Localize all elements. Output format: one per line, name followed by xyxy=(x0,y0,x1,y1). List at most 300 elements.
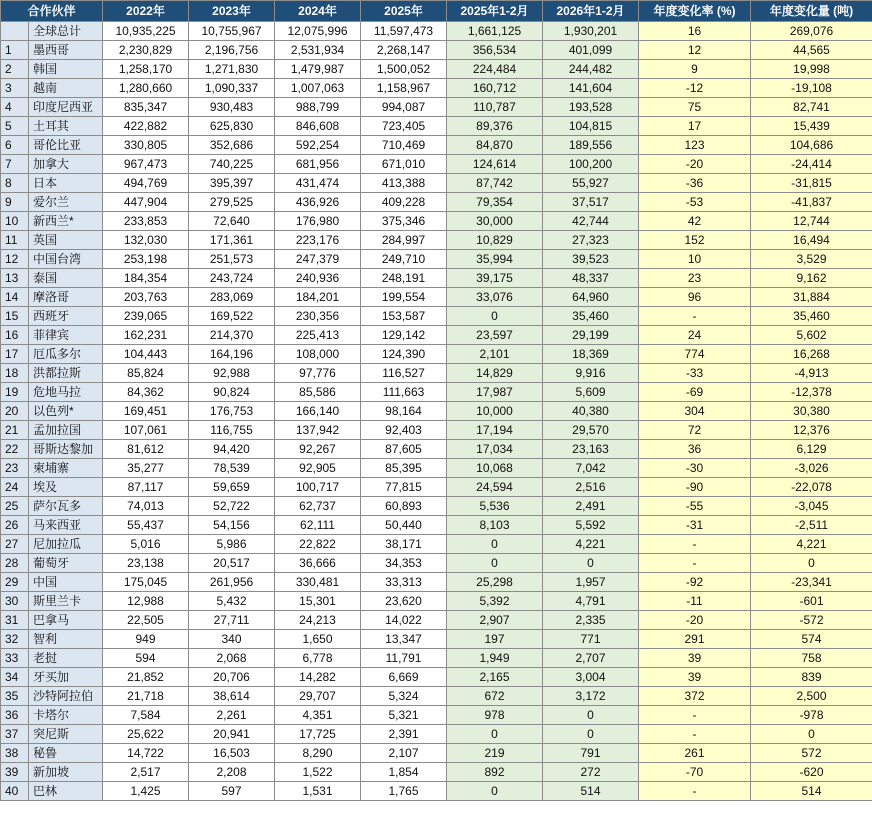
value-2023-cell: 214,370 xyxy=(189,326,275,345)
header-2025: 2025年 xyxy=(361,1,447,22)
value-2022-cell: 835,347 xyxy=(103,98,189,117)
value-2022-cell: 422,882 xyxy=(103,117,189,136)
value-2022-cell: 85,824 xyxy=(103,364,189,383)
change-pct-cell: -53 xyxy=(639,193,751,212)
rank-cell: 7 xyxy=(1,155,29,174)
change-tons-cell: 12,744 xyxy=(751,212,872,231)
value-2026-jan-feb-cell: 244,482 xyxy=(543,60,639,79)
value-2024-cell: 62,111 xyxy=(275,516,361,535)
value-2024-cell: 1,650 xyxy=(275,630,361,649)
value-2022-cell: 233,853 xyxy=(103,212,189,231)
value-2025-jan-feb-cell: 892 xyxy=(447,763,543,782)
change-tons-cell: -12,378 xyxy=(751,383,872,402)
change-tons-cell: -31,815 xyxy=(751,174,872,193)
value-2023-cell: 625,830 xyxy=(189,117,275,136)
header-2025-jan-feb: 2025年1-2月 xyxy=(447,1,543,22)
change-tons-cell: 104,686 xyxy=(751,136,872,155)
rank-cell: 38 xyxy=(1,744,29,763)
value-2023-cell: 164,196 xyxy=(189,345,275,364)
change-pct-cell: -90 xyxy=(639,478,751,497)
change-pct-cell: -12 xyxy=(639,79,751,98)
value-2022-cell: 1,425 xyxy=(103,782,189,801)
value-2024-cell: 100,717 xyxy=(275,478,361,497)
value-2023-cell: 5,986 xyxy=(189,535,275,554)
header-annual-change-tons: 年度变化量 (吨) xyxy=(751,1,872,22)
value-2022-cell: 239,065 xyxy=(103,307,189,326)
value-2025-jan-feb-cell: 0 xyxy=(447,554,543,573)
table-row xyxy=(1,155,872,174)
value-2022-cell: 1,258,170 xyxy=(103,60,189,79)
value-2026-jan-feb-cell: 2,335 xyxy=(543,611,639,630)
rank-cell: 5 xyxy=(1,117,29,136)
value-2022-cell: 594 xyxy=(103,649,189,668)
value-2025-jan-feb-cell: 0 xyxy=(447,535,543,554)
rank-cell: 25 xyxy=(1,497,29,516)
value-2024-cell: 1,479,987 xyxy=(275,60,361,79)
value-2023-cell: 2,208 xyxy=(189,763,275,782)
value-2025-jan-feb-cell: 23,597 xyxy=(447,326,543,345)
partner-name-cell: 突尼斯 xyxy=(29,725,103,744)
value-2025-jan-feb-cell: 219 xyxy=(447,744,543,763)
table-body xyxy=(1,22,872,801)
rank-cell: 8 xyxy=(1,174,29,193)
value-2022-cell: 5,016 xyxy=(103,535,189,554)
table-row xyxy=(1,231,872,250)
value-2022-cell: 55,437 xyxy=(103,516,189,535)
table-row xyxy=(1,649,872,668)
rank-cell: 40 xyxy=(1,782,29,801)
value-2025-cell: 11,791 xyxy=(361,649,447,668)
rank-cell: 37 xyxy=(1,725,29,744)
change-pct-cell: - xyxy=(639,307,751,326)
value-2023-cell: 930,483 xyxy=(189,98,275,117)
value-2023-cell: 352,686 xyxy=(189,136,275,155)
value-2025-cell: 5,321 xyxy=(361,706,447,725)
value-2025-cell: 1,765 xyxy=(361,782,447,801)
change-pct-cell: -30 xyxy=(639,459,751,478)
value-2026-jan-feb-cell: 0 xyxy=(543,706,639,725)
total-row xyxy=(1,22,872,41)
change-pct-cell: 304 xyxy=(639,402,751,421)
value-2026-jan-feb-cell: 5,609 xyxy=(543,383,639,402)
value-2025-cell: 60,893 xyxy=(361,497,447,516)
value-2024-cell: 225,413 xyxy=(275,326,361,345)
value-2023-cell: 1,271,830 xyxy=(189,60,275,79)
partner-name-cell: 哥斯达黎加 xyxy=(29,440,103,459)
partner-name-cell: 日本 xyxy=(29,174,103,193)
change-pct-cell: 96 xyxy=(639,288,751,307)
value-2024-cell: 846,608 xyxy=(275,117,361,136)
value-2022-cell: 330,805 xyxy=(103,136,189,155)
value-2022-cell: 175,045 xyxy=(103,573,189,592)
value-2022-cell: 12,988 xyxy=(103,592,189,611)
value-2023-cell: 2,261 xyxy=(189,706,275,725)
change-tons-cell: -22,078 xyxy=(751,478,872,497)
value-2024-cell: 137,942 xyxy=(275,421,361,440)
value-2024-cell: 247,379 xyxy=(275,250,361,269)
rank-cell: 21 xyxy=(1,421,29,440)
value-2024-cell: 8,290 xyxy=(275,744,361,763)
change-tons-cell: 839 xyxy=(751,668,872,687)
value-2026-jan-feb-cell: 37,517 xyxy=(543,193,639,212)
change-tons-cell: -601 xyxy=(751,592,872,611)
change-pct-cell: -11 xyxy=(639,592,751,611)
rank-cell: 36 xyxy=(1,706,29,725)
value-2023-cell: 2,196,756 xyxy=(189,41,275,60)
value-2024-cell: 230,356 xyxy=(275,307,361,326)
value-2022-cell: 87,117 xyxy=(103,478,189,497)
partner-name-cell: 中国台湾 xyxy=(29,250,103,269)
value-2023-cell: 20,517 xyxy=(189,554,275,573)
change-tons-cell: 574 xyxy=(751,630,872,649)
partner-name-cell: 爱尔兰 xyxy=(29,193,103,212)
rank-cell: 13 xyxy=(1,269,29,288)
change-pct-cell: 291 xyxy=(639,630,751,649)
value-2026-jan-feb-cell: 141,604 xyxy=(543,79,639,98)
value-2022-cell: 253,198 xyxy=(103,250,189,269)
table-row xyxy=(1,782,872,801)
value-2022-cell: 132,030 xyxy=(103,231,189,250)
value-2023-cell: 1,090,337 xyxy=(189,79,275,98)
value-2022-cell: 203,763 xyxy=(103,288,189,307)
value-2022-cell: 107,061 xyxy=(103,421,189,440)
change-pct-cell: 36 xyxy=(639,440,751,459)
change-tons-cell: 16,494 xyxy=(751,231,872,250)
value-2022-cell: 2,230,829 xyxy=(103,41,189,60)
value-2025-cell: 6,669 xyxy=(361,668,447,687)
value-2025-cell: 2,107 xyxy=(361,744,447,763)
value-2026-jan-feb-cell: 104,815 xyxy=(543,117,639,136)
rank-cell: 20 xyxy=(1,402,29,421)
value-2025-cell: 413,388 xyxy=(361,174,447,193)
change-tons-cell: 31,884 xyxy=(751,288,872,307)
table-row xyxy=(1,706,872,725)
value-2022-cell: 35,277 xyxy=(103,459,189,478)
value-2023-cell: 20,706 xyxy=(189,668,275,687)
value-2022-cell: 74,013 xyxy=(103,497,189,516)
partner-name-cell: 萨尔瓦多 xyxy=(29,497,103,516)
change-tons-cell: -24,414 xyxy=(751,155,872,174)
header-partner: 合作伙伴 xyxy=(1,1,103,22)
partner-name-cell: 沙特阿拉伯 xyxy=(29,687,103,706)
value-2023-cell: 116,755 xyxy=(189,421,275,440)
partner-name-cell: 以色列* xyxy=(29,402,103,421)
rank-cell: 4 xyxy=(1,98,29,117)
value-2023-cell: 16,503 xyxy=(189,744,275,763)
change-tons-cell: -23,341 xyxy=(751,573,872,592)
rank-cell: 31 xyxy=(1,611,29,630)
value-2023-cell: 54,156 xyxy=(189,516,275,535)
value-2024-cell: 592,254 xyxy=(275,136,361,155)
value-2024-cell: 6,778 xyxy=(275,649,361,668)
rank-cell: 22 xyxy=(1,440,29,459)
value-2025-jan-feb-cell: 160,712 xyxy=(447,79,543,98)
partner-name-cell: 土耳其 xyxy=(29,117,103,136)
value-2022-cell: 10,935,225 xyxy=(103,22,189,41)
value-2025-cell: 1,500,052 xyxy=(361,60,447,79)
value-2025-jan-feb-cell: 978 xyxy=(447,706,543,725)
value-2025-cell: 2,268,147 xyxy=(361,41,447,60)
table-row xyxy=(1,440,872,459)
value-2024-cell: 681,956 xyxy=(275,155,361,174)
value-2025-cell: 994,087 xyxy=(361,98,447,117)
value-2025-jan-feb-cell: 30,000 xyxy=(447,212,543,231)
value-2025-cell: 13,347 xyxy=(361,630,447,649)
value-2023-cell: 395,397 xyxy=(189,174,275,193)
rank-cell: 29 xyxy=(1,573,29,592)
change-tons-cell: 5,602 xyxy=(751,326,872,345)
value-2025-jan-feb-cell: 24,594 xyxy=(447,478,543,497)
value-2025-cell: 116,527 xyxy=(361,364,447,383)
header-annual-change-pct: 年度变化率 (%) xyxy=(639,1,751,22)
change-tons-cell: 0 xyxy=(751,725,872,744)
change-tons-cell: 6,129 xyxy=(751,440,872,459)
value-2023-cell: 176,753 xyxy=(189,402,275,421)
change-pct-cell: 72 xyxy=(639,421,751,440)
change-pct-cell: -31 xyxy=(639,516,751,535)
value-2025-cell: 85,395 xyxy=(361,459,447,478)
value-2025-cell: 249,710 xyxy=(361,250,447,269)
rank-cell: 28 xyxy=(1,554,29,573)
change-pct-cell: 24 xyxy=(639,326,751,345)
table-row xyxy=(1,554,872,573)
change-pct-cell: -55 xyxy=(639,497,751,516)
value-2026-jan-feb-cell: 42,744 xyxy=(543,212,639,231)
rank-cell: 15 xyxy=(1,307,29,326)
partner-name-cell: 摩洛哥 xyxy=(29,288,103,307)
change-tons-cell: 269,076 xyxy=(751,22,872,41)
value-2023-cell: 90,824 xyxy=(189,383,275,402)
table-row xyxy=(1,288,872,307)
partner-name-cell: 柬埔寨 xyxy=(29,459,103,478)
change-pct-cell: -33 xyxy=(639,364,751,383)
change-pct-cell: 152 xyxy=(639,231,751,250)
value-2025-jan-feb-cell: 5,392 xyxy=(447,592,543,611)
value-2024-cell: 176,980 xyxy=(275,212,361,231)
partner-name-cell: 秘鲁 xyxy=(29,744,103,763)
value-2025-cell: 50,440 xyxy=(361,516,447,535)
value-2025-cell: 129,142 xyxy=(361,326,447,345)
header-2022: 2022年 xyxy=(103,1,189,22)
value-2024-cell: 1,531 xyxy=(275,782,361,801)
value-2026-jan-feb-cell: 23,163 xyxy=(543,440,639,459)
value-2022-cell: 25,622 xyxy=(103,725,189,744)
value-2025-cell: 111,663 xyxy=(361,383,447,402)
value-2026-jan-feb-cell: 401,099 xyxy=(543,41,639,60)
value-2026-jan-feb-cell: 39,523 xyxy=(543,250,639,269)
value-2022-cell: 162,231 xyxy=(103,326,189,345)
table-row xyxy=(1,573,872,592)
value-2025-cell: 1,854 xyxy=(361,763,447,782)
rank-cell: 39 xyxy=(1,763,29,782)
value-2024-cell: 431,474 xyxy=(275,174,361,193)
value-2026-jan-feb-cell: 0 xyxy=(543,725,639,744)
value-2025-cell: 199,554 xyxy=(361,288,447,307)
partner-name-cell: 菲律宾 xyxy=(29,326,103,345)
value-2025-cell: 23,620 xyxy=(361,592,447,611)
value-2025-jan-feb-cell: 110,787 xyxy=(447,98,543,117)
table-row xyxy=(1,174,872,193)
partner-name-cell: 牙买加 xyxy=(29,668,103,687)
change-tons-cell: -620 xyxy=(751,763,872,782)
change-tons-cell: 35,460 xyxy=(751,307,872,326)
value-2026-jan-feb-cell: 1,930,201 xyxy=(543,22,639,41)
value-2023-cell: 72,640 xyxy=(189,212,275,231)
header-2024: 2024年 xyxy=(275,1,361,22)
change-tons-cell: -572 xyxy=(751,611,872,630)
rank-cell: 34 xyxy=(1,668,29,687)
change-pct-cell: - xyxy=(639,706,751,725)
partner-name-cell: 泰国 xyxy=(29,269,103,288)
value-2024-cell: 15,301 xyxy=(275,592,361,611)
value-2026-jan-feb-cell: 29,199 xyxy=(543,326,639,345)
value-2025-cell: 1,158,967 xyxy=(361,79,447,98)
rank-cell xyxy=(1,22,29,41)
value-2024-cell: 85,586 xyxy=(275,383,361,402)
value-2022-cell: 494,769 xyxy=(103,174,189,193)
partner-name-cell: 孟加拉国 xyxy=(29,421,103,440)
rank-cell: 1 xyxy=(1,41,29,60)
change-pct-cell: 39 xyxy=(639,649,751,668)
change-pct-cell: 23 xyxy=(639,269,751,288)
table-row xyxy=(1,402,872,421)
value-2023-cell: 92,988 xyxy=(189,364,275,383)
rank-cell: 23 xyxy=(1,459,29,478)
value-2025-jan-feb-cell: 2,165 xyxy=(447,668,543,687)
value-2022-cell: 81,612 xyxy=(103,440,189,459)
value-2024-cell: 436,926 xyxy=(275,193,361,212)
partner-name-cell: 韩国 xyxy=(29,60,103,79)
rank-cell: 11 xyxy=(1,231,29,250)
value-2025-jan-feb-cell: 2,101 xyxy=(447,345,543,364)
change-tons-cell: 3,529 xyxy=(751,250,872,269)
value-2026-jan-feb-cell: 27,323 xyxy=(543,231,639,250)
value-2026-jan-feb-cell: 4,791 xyxy=(543,592,639,611)
value-2025-cell: 77,815 xyxy=(361,478,447,497)
value-2023-cell: 78,539 xyxy=(189,459,275,478)
table-row xyxy=(1,307,872,326)
value-2022-cell: 949 xyxy=(103,630,189,649)
change-pct-cell: -20 xyxy=(639,611,751,630)
value-2022-cell: 104,443 xyxy=(103,345,189,364)
value-2022-cell: 21,852 xyxy=(103,668,189,687)
value-2025-jan-feb-cell: 84,870 xyxy=(447,136,543,155)
table-row xyxy=(1,345,872,364)
change-tons-cell: 44,565 xyxy=(751,41,872,60)
value-2024-cell: 1,522 xyxy=(275,763,361,782)
value-2024-cell: 184,201 xyxy=(275,288,361,307)
value-2023-cell: 94,420 xyxy=(189,440,275,459)
value-2025-jan-feb-cell: 35,994 xyxy=(447,250,543,269)
value-2025-jan-feb-cell: 124,614 xyxy=(447,155,543,174)
value-2023-cell: 27,711 xyxy=(189,611,275,630)
value-2026-jan-feb-cell: 35,460 xyxy=(543,307,639,326)
table-row xyxy=(1,364,872,383)
value-2022-cell: 22,505 xyxy=(103,611,189,630)
value-2025-cell: 87,605 xyxy=(361,440,447,459)
value-2025-cell: 248,191 xyxy=(361,269,447,288)
rank-cell: 19 xyxy=(1,383,29,402)
value-2023-cell: 340 xyxy=(189,630,275,649)
rank-cell: 10 xyxy=(1,212,29,231)
value-2022-cell: 2,517 xyxy=(103,763,189,782)
value-2025-jan-feb-cell: 17,194 xyxy=(447,421,543,440)
partner-name-cell: 洪都拉斯 xyxy=(29,364,103,383)
value-2025-jan-feb-cell: 87,742 xyxy=(447,174,543,193)
partner-name-cell: 新加坡 xyxy=(29,763,103,782)
table-row xyxy=(1,79,872,98)
value-2026-jan-feb-cell: 193,528 xyxy=(543,98,639,117)
change-pct-cell: 17 xyxy=(639,117,751,136)
value-2023-cell: 261,956 xyxy=(189,573,275,592)
value-2026-jan-feb-cell: 48,337 xyxy=(543,269,639,288)
value-2025-jan-feb-cell: 14,829 xyxy=(447,364,543,383)
table-row xyxy=(1,668,872,687)
value-2024-cell: 14,282 xyxy=(275,668,361,687)
value-2025-jan-feb-cell: 10,829 xyxy=(447,231,543,250)
value-2025-cell: 284,997 xyxy=(361,231,447,250)
rank-cell: 27 xyxy=(1,535,29,554)
value-2024-cell: 92,905 xyxy=(275,459,361,478)
value-2026-jan-feb-cell: 7,042 xyxy=(543,459,639,478)
value-2022-cell: 447,904 xyxy=(103,193,189,212)
partner-name-cell: 巴林 xyxy=(29,782,103,801)
change-pct-cell: 261 xyxy=(639,744,751,763)
value-2023-cell: 283,069 xyxy=(189,288,275,307)
change-tons-cell: 514 xyxy=(751,782,872,801)
change-pct-cell: 9 xyxy=(639,60,751,79)
partner-name-cell: 厄瓜多尔 xyxy=(29,345,103,364)
change-tons-cell: -978 xyxy=(751,706,872,725)
partner-name-cell: 马来西亚 xyxy=(29,516,103,535)
partner-name-cell: 印度尼西亚 xyxy=(29,98,103,117)
partner-name-cell: 老挝 xyxy=(29,649,103,668)
change-tons-cell: 0 xyxy=(751,554,872,573)
value-2024-cell: 330,481 xyxy=(275,573,361,592)
rank-cell: 30 xyxy=(1,592,29,611)
rank-cell: 17 xyxy=(1,345,29,364)
table-row xyxy=(1,687,872,706)
value-2025-jan-feb-cell: 25,298 xyxy=(447,573,543,592)
table-row xyxy=(1,193,872,212)
value-2024-cell: 240,936 xyxy=(275,269,361,288)
table-row xyxy=(1,611,872,630)
change-pct-cell: 372 xyxy=(639,687,751,706)
partner-name-cell: 危地马拉 xyxy=(29,383,103,402)
value-2024-cell: 1,007,063 xyxy=(275,79,361,98)
value-2023-cell: 243,724 xyxy=(189,269,275,288)
table-row xyxy=(1,763,872,782)
partner-name-cell: 新西兰* xyxy=(29,212,103,231)
rank-cell: 3 xyxy=(1,79,29,98)
table-row xyxy=(1,497,872,516)
value-2026-jan-feb-cell: 5,592 xyxy=(543,516,639,535)
value-2026-jan-feb-cell: 4,221 xyxy=(543,535,639,554)
value-2022-cell: 14,722 xyxy=(103,744,189,763)
value-2023-cell: 5,432 xyxy=(189,592,275,611)
value-2026-jan-feb-cell: 40,380 xyxy=(543,402,639,421)
value-2025-jan-feb-cell: 224,484 xyxy=(447,60,543,79)
value-2025-jan-feb-cell: 10,000 xyxy=(447,402,543,421)
value-2025-cell: 34,353 xyxy=(361,554,447,573)
value-2023-cell: 2,068 xyxy=(189,649,275,668)
rank-cell: 9 xyxy=(1,193,29,212)
rank-cell: 2 xyxy=(1,60,29,79)
table-row xyxy=(1,516,872,535)
value-2023-cell: 597 xyxy=(189,782,275,801)
value-2022-cell: 169,451 xyxy=(103,402,189,421)
table-row xyxy=(1,117,872,136)
